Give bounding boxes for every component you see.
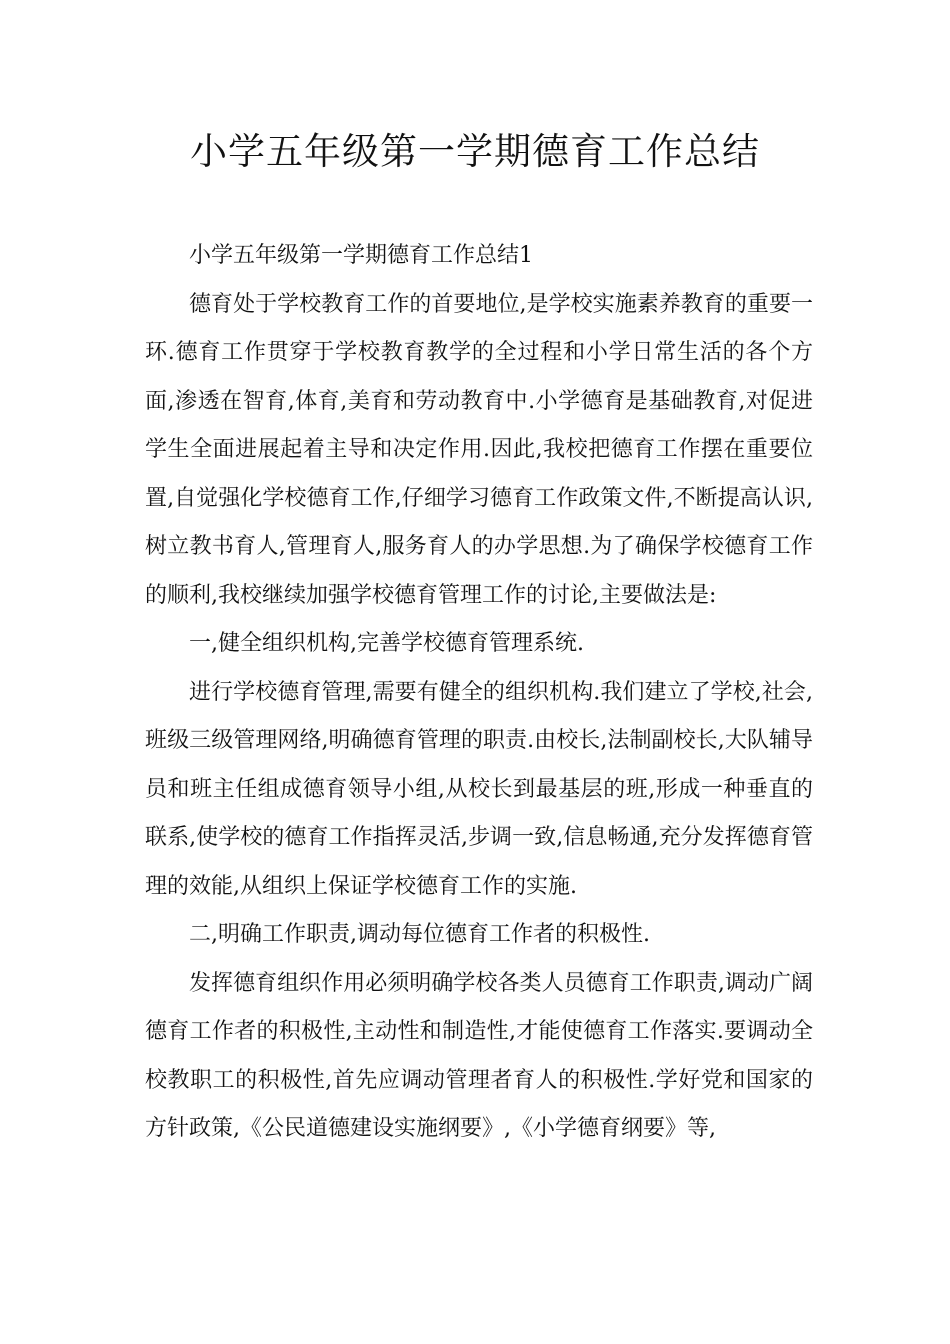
paragraph: 进行学校德育管理,需要有健全的组织机构.我们建立了学校,社会,班级三级管理网络,明确德育管理的职责.由校长,法制副校长,大队辅导员和班主任组成德育领导小组,从校长到最基层的班,形成一种垂直的联系,使学校的德育工作指挥灵活,步调一致,信息畅通,充分发挥德育管理的效能,从组织上保证学校德育工作的实施. <box>145 679 813 899</box>
paragraph: 德育处于学校教育工作的首要地位,是学校实施素养教育的重要一环.德育工作贯穿于学校教育教学的全过程和小学日常生活的各个方面,渗透在智育,体育,美育和劳动教育中.小学德育是基础教育,对促进学生全面进展起着主导和决定作用.因此,我校把德育工作摆在重要位置,自觉强化学校德育工作,仔细学习德育工作政策文件,不断提高认识,树立教书育人,管理育人,服务育人的办学思想.为了确保学校德育工作的顺利,我校继续加强学校德育管理工作的讨论,主要做法是: <box>145 291 813 608</box>
document-body <box>145 232 813 1154</box>
section-heading: 小学五年级第一学期德育工作总结1 <box>189 243 533 268</box>
document-title: 小学五年级第一学期德育工作总结 <box>190 130 760 173</box>
paragraph: 发挥德育组织作用必须明确学校各类人员德育工作职责,调动广阔德育工作者的积极性,主动性和制造性,才能使德育工作落实.要调动全校教职工的积极性,首先应调动管理者育人的积极性.学好党和国家的方针政策,《公民道德建设实施纲要》,《小学德育纲要》等, <box>145 970 813 1141</box>
section-heading: 一,健全组织机构,完善学校德育管理系统. <box>189 631 584 656</box>
section-heading: 二,明确工作职责,调动每位德育工作者的积极性. <box>189 922 650 947</box>
